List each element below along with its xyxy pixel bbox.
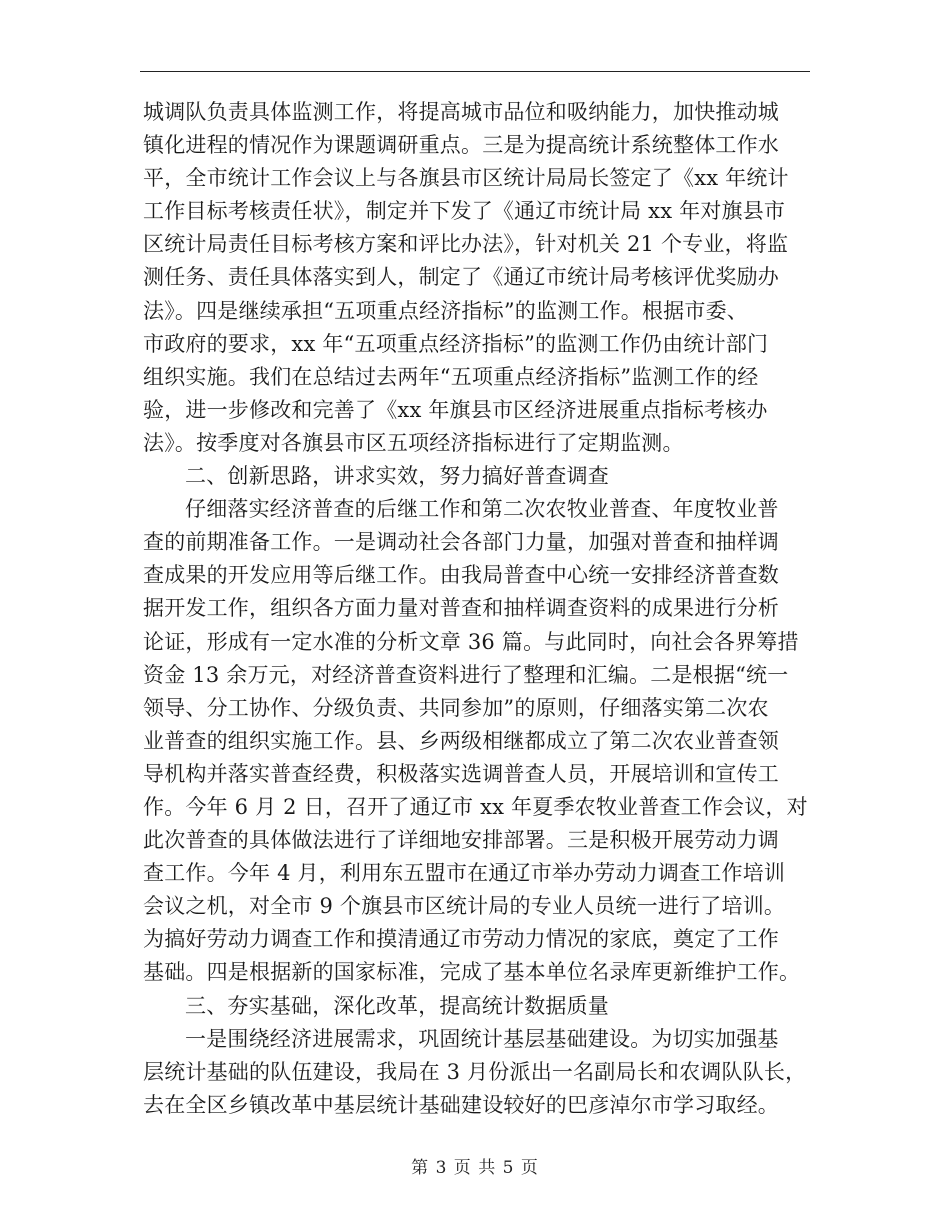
text-line: 组织实施。我们在总结过去两年“五项重点经济指标”监测工作的经 bbox=[143, 364, 759, 389]
text-line: 论证，形成有一定水准的分析文章 36 篇。与此同时，向社会各界筹措 bbox=[143, 629, 799, 654]
document-body bbox=[143, 96, 813, 1122]
text-line: 资金 13 余万元，对经济普查资料进行了整理和汇编。二是根据“统一 bbox=[143, 662, 789, 687]
text-line: 为搞好劳动力调查工作和摸清通辽市劳动力情况的家底，奠定了工作 bbox=[143, 927, 779, 952]
text-line: 验，进一步修改和完善了《xx 年旗县市区经济进展重点指标考核办 bbox=[143, 397, 768, 422]
text-line: 领导、分工协作、分级负责、共同参加”的原则，仔细落实第二次农 bbox=[143, 695, 769, 720]
text-line: 查成果的开发应用等后继工作。由我局普查中心统一安排经济普查数 bbox=[143, 563, 779, 588]
text-line: 市政府的要求，xx 年“五项重点经济指标”的监测工作仍由统计部门 bbox=[143, 331, 769, 356]
text-line: 测任务、责任具体落实到人，制定了《通辽市统计局考核评优奖励办 bbox=[143, 265, 779, 290]
text-line: 层统计基础的队伍建设，我局在 3 月份派出一名副局长和农调队队长， bbox=[143, 1059, 807, 1084]
text-line: 查工作。今年 4 月，利用东五盟市在通辽市举办劳动力调查工作培训 bbox=[143, 861, 786, 886]
page-number-footer: 第 3 页 共 5 页 bbox=[411, 1158, 539, 1178]
text-line: 法》。按季度对各旗县市区五项经济指标进行了定期监测。 bbox=[143, 430, 684, 455]
text-line: 导机构并落实普查经费，积极落实选调普查人员，开展培训和宣传工 bbox=[143, 761, 779, 786]
header-rule bbox=[140, 71, 810, 72]
text-line: 平，全市统计工作会议上与各旗县市区统计局局长签定了《xx 年统计 bbox=[143, 166, 789, 191]
text-line: 城调队负责具体监测工作，将提高城市品位和吸纳能力，加快推动城 bbox=[143, 100, 779, 124]
text-line: 查的前期准备工作。一是调动社会各部门力量，加强对普查和抽样调 bbox=[143, 530, 779, 555]
text-line: 区统计局责任目标考核方案和评比办法》，针对机关 21 个专业，将监 bbox=[143, 232, 789, 257]
text-line: 作。今年 6 月 2 日，召开了通辽市 xx 年夏季农牧业普查工作会议，对 bbox=[143, 794, 808, 819]
text-line: 仔细落实经济普查的后继工作和第二次农牧业普查、年度牧业普 bbox=[185, 497, 779, 522]
text-line: 据开发工作，组织各方面力量对普查和抽样调查资料的成果进行分析 bbox=[143, 596, 779, 621]
text-line: 会议之机，对全市 9 个旗县市区统计局的专业人员统一进行了培训。 bbox=[143, 894, 786, 919]
text-line: 工作目标考核责任状》，制定并下发了《通辽市统计局 xx 年对旗县市 bbox=[143, 199, 786, 224]
text-line: 二、创新思路，讲求实效，努力搞好普查调查 bbox=[185, 464, 609, 489]
text-line: 法》。四是继续承担“五项重点经济指标”的监测工作。根据市委、 bbox=[143, 298, 748, 323]
text-line: 此次普查的具体做法进行了详细地安排部署。三是积极开展劳动力调 bbox=[143, 828, 779, 853]
text-line: 去在全区乡镇改革中基层统计基础建设较好的巴彦淖尔市学习取经。 bbox=[143, 1092, 779, 1117]
text-line: 三、夯实基础，深化改革，提高统计数据质量 bbox=[185, 993, 609, 1018]
text-line: 基础。四是根据新的国家标准，完成了基本单位名录库更新维护工作。 bbox=[143, 960, 801, 985]
text-line: 镇化进程的情况作为课题调研重点。三是为提高统计系统整体工作水 bbox=[143, 133, 779, 158]
text-line: 一是围绕经济进展需求，巩固统计基层基础建设。为切实加强基 bbox=[185, 1026, 779, 1051]
text-line: 业普查的组织实施工作。县、乡两级相继都成立了第二次农业普查领 bbox=[143, 728, 779, 753]
